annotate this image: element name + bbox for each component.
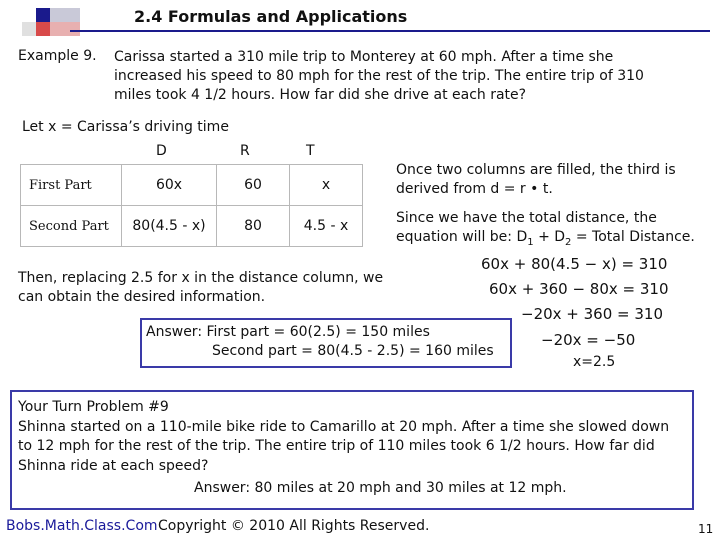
solution-step-5: x=2.5 [573, 354, 616, 370]
table-row [21, 206, 363, 247]
answer-box [140, 318, 512, 368]
example-label: Example 9. [18, 48, 97, 64]
solution-step-3: −20x + 360 = 310 [521, 305, 664, 323]
answer-line-1: Answer: First part = 60(2.5) = 150 miles [146, 324, 430, 340]
cell-distance: 60x [122, 165, 217, 206]
page-title: 2.4 Formulas and Applications [134, 7, 408, 26]
header-t: T [306, 143, 315, 159]
row-label: First Part [21, 165, 122, 206]
solution-step-2: 60x + 360 − 80x = 310 [489, 280, 669, 298]
footer-copyright: Copyright © 2010 All Rights Reserved. [158, 518, 430, 534]
title-underline [70, 30, 710, 32]
row-label: Second Part [21, 206, 122, 247]
header-d: D [156, 143, 167, 159]
answer-line-2: Second part = 80(4.5 - 2.5) = 160 miles [212, 343, 494, 359]
cell-distance: 80(4.5 - x) [122, 206, 217, 247]
cell-time: x [290, 165, 363, 206]
let-statement: Let x = Carissa’s driving time [22, 119, 229, 135]
note-columns: Once two columns are filled, the third is derived from d = r • t. [396, 162, 676, 197]
your-turn-content [18, 398, 678, 476]
header-r: R [240, 143, 250, 159]
note-equation: Since we have the total distance, the equation will be: $D_1 + D_2$ = Total Distance. [396, 210, 695, 248]
cell-rate: 80 [217, 206, 290, 247]
table-row [21, 165, 363, 206]
footer-brand: Bobs.Math.Class.Com [6, 518, 158, 534]
your-turn-box [10, 390, 694, 510]
cell-rate: 60 [217, 165, 290, 206]
then-text: Then, replacing 2.5 for x in the distance column, we can obtain the desired information. [18, 270, 384, 305]
solution-step-4: −20x = −50 [541, 331, 636, 349]
page-number: 11 [698, 522, 714, 536]
your-turn-text: Shinna started on a 110-mile bike ride to Camarillo at 20 mph. After a time she slowed down to 12 mph for the rest of the trip. The entire trip of 110 miles took 6 1/2 hours. How far did Shinna ride at each speed? [18, 418, 670, 474]
problem-text: Carissa started a 310 mile trip to Monterey at 60 mph. After a time she increased his speed to 80 mph for the rest of the trip. The entire trip of 310 miles took 4 1/2 hours. How far did she drive at each rate? [114, 49, 644, 103]
solution-step-1: 60x + 80(4.5 − x) = 310 [481, 255, 668, 273]
drt-table [20, 164, 363, 247]
your-turn-answer: Answer: 80 miles at 20 mph and 30 miles at 12 mph. [194, 480, 567, 496]
slide-logo-decoration [22, 6, 102, 40]
your-turn-heading: Your Turn Problem #9 [18, 399, 169, 415]
cell-time: 4.5 - x [290, 206, 363, 247]
